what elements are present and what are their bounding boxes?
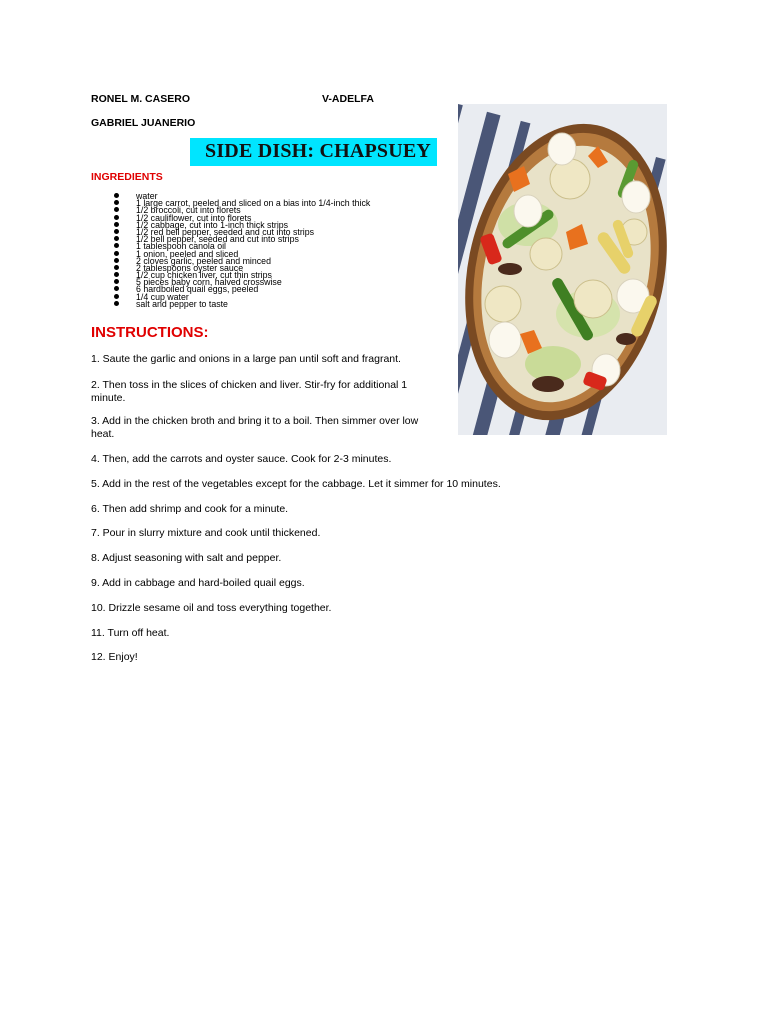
ingredient-item: 1/2 cup chicken liver, cut thin strips (118, 272, 370, 279)
ingredient-item: 5 pieces baby corn, halved crosswise (118, 279, 370, 286)
ingredients-list (118, 193, 370, 308)
bullet-icon (114, 193, 119, 198)
ingredient-item: 2 cloves garlic, peeled and minced (118, 258, 370, 265)
title-highlight (190, 138, 437, 166)
bullet-icon (114, 265, 119, 270)
bullet-icon (114, 301, 119, 306)
bullet-icon (114, 215, 119, 220)
ingredient-item: 1/2 bell pepper, seeded and cut into strips (118, 236, 370, 243)
chapsuey-photo (458, 104, 667, 435)
ingredient-item: 1/4 cup water (118, 294, 370, 301)
bullet-icon (114, 294, 119, 299)
bullet-icon (114, 243, 119, 248)
ingredient-item: 1 tablespoon canola oil (118, 243, 370, 250)
author-name-2: GABRIEL JUANERIO (91, 117, 196, 129)
instruction-step: 7. Pour in slurry mixture and cook until thickened. (91, 527, 321, 539)
ingredient-item: 1/2 broccoli, cut into florets (118, 207, 370, 214)
bullet-icon (114, 222, 119, 227)
instruction-step: 9. Add in cabbage and hard-boiled quail eggs. (91, 577, 305, 589)
bullet-icon (114, 272, 119, 277)
bullet-icon (114, 258, 119, 263)
instruction-step: 3. Add in the chicken broth and bring it to a boil. Then simmer over low heat. (91, 415, 419, 440)
ingredient-item: 1/2 cauliflower, cut into florets (118, 215, 370, 222)
instruction-step: 8. Adjust seasoning with salt and pepper. (91, 552, 282, 564)
instruction-step: 12. Enjoy! (91, 651, 138, 663)
instruction-step: 1. Saute the garlic and onions in a large pan until soft and fragrant. (91, 353, 401, 365)
section-label: V-ADELFA (322, 93, 374, 105)
ingredient-item: 1 large carrot, peeled and sliced on a bias into 1/4-inch thick (118, 200, 370, 207)
bullet-icon (114, 286, 119, 291)
ingredient-item: 1/2 red bell pepper, seeded and cut into strips (118, 229, 370, 236)
instruction-step: 6. Then add shrimp and cook for a minute. (91, 503, 289, 515)
instructions-heading: INSTRUCTIONS: (91, 324, 209, 341)
page-title: SIDE DISH: CHAPSUEY (205, 140, 432, 162)
instruction-step: 5. Add in the rest of the vegetables except for the cabbage. Let it simmer for 10 minutes. (91, 478, 501, 490)
bullet-icon (114, 229, 119, 234)
ingredient-item: 6 hardboiled quail eggs, peeled (118, 286, 370, 293)
ingredient-item: water (118, 193, 370, 200)
ingredient-item: 1 onion, peeled and sliced (118, 251, 370, 258)
instruction-step: 10. Drizzle sesame oil and toss everything together. (91, 602, 332, 614)
bullet-icon (114, 236, 119, 241)
ingredients-heading: INGREDIENTS (91, 171, 163, 183)
ingredient-item: 1/2 cabbage, cut into 1-inch thick strips (118, 222, 370, 229)
ingredient-item: 2 tablespoons oyster sauce (118, 265, 370, 272)
bullet-icon (114, 251, 119, 256)
bullet-icon (114, 279, 119, 284)
author-name-1: RONEL M. CASERO (91, 93, 190, 105)
instruction-step: 11. Turn off heat. (91, 627, 170, 639)
ingredient-item: salt and pepper to taste (118, 301, 370, 308)
instruction-step: 2. Then toss in the slices of chicken and liver. Stir-fry for additional 1 minute. (91, 379, 408, 404)
instruction-step: 4. Then, add the carrots and oyster sauce. Cook for 2-3 minutes. (91, 453, 392, 465)
bullet-icon (114, 200, 119, 205)
bullet-icon (114, 207, 119, 212)
